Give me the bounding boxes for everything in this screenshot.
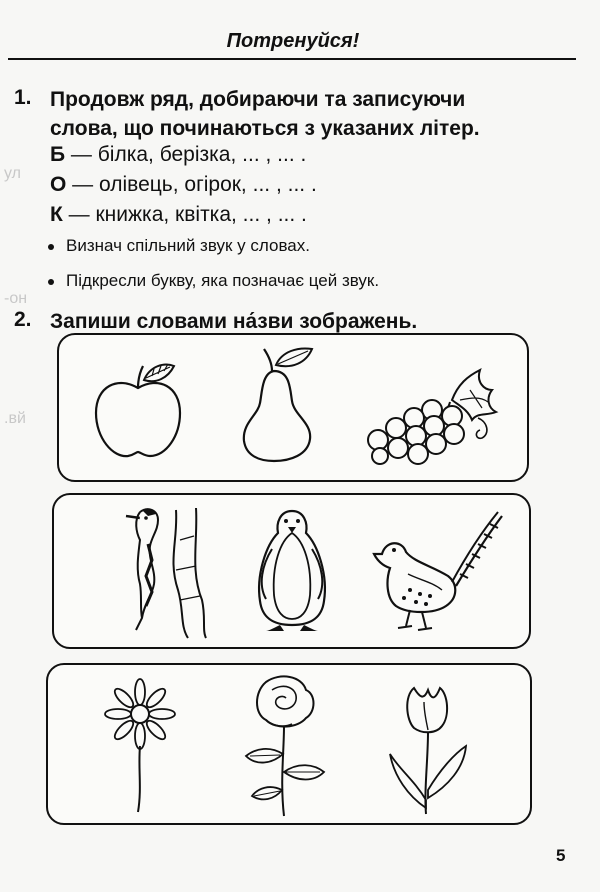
bullet-text-2: Підкресли букву, яка позначає цей звук. (66, 271, 380, 290)
letter-k: К (50, 203, 63, 226)
task-1-number: 1. (14, 86, 32, 109)
show-through-mark: -он (4, 290, 28, 307)
page-number: 5 (556, 846, 566, 865)
apple-picture (88, 358, 188, 463)
row-b-words: — білка, берізка, ... , ... . (65, 143, 307, 166)
row-k-words: — книжка, квітка, ... , ... . (62, 203, 307, 226)
rose-picture (236, 672, 336, 818)
bullet-text-1: Визнач спільний звук у словах. (66, 236, 310, 255)
task-2-number: 2. (14, 308, 32, 331)
tulip-picture (384, 680, 474, 818)
letter-row-k (50, 203, 307, 227)
task-1-instruction-line-1: Продовж ряд, добираючи та записуючи (50, 88, 466, 111)
letter-o: О (50, 173, 67, 196)
pear-picture (232, 343, 332, 465)
show-through-mark: ул (4, 165, 21, 182)
task-2-instruction: Запиши словами на́зви зображень. (50, 310, 418, 333)
letter-b: Б (50, 143, 66, 166)
letter-row-b (50, 143, 306, 167)
chamomile-picture (100, 676, 180, 816)
bullet-dot (48, 244, 54, 250)
bullet-item-2 (48, 271, 379, 291)
letter-row-o (50, 173, 317, 197)
task-1-instruction-line-2: слова, що починаються з указаних літер. (50, 117, 480, 140)
grapes-picture (360, 360, 510, 468)
pheasant-picture (368, 510, 508, 635)
title-underline (8, 58, 576, 60)
show-through-mark: .вй (4, 410, 26, 427)
bullet-dot (48, 279, 54, 285)
row-o-words: — олівець, огірок, ... , ... . (66, 173, 317, 196)
section-title: Потренуйся! (226, 30, 360, 52)
penguin-picture (252, 505, 332, 635)
woodpecker-picture (118, 500, 208, 640)
bullet-item-1 (48, 236, 310, 256)
